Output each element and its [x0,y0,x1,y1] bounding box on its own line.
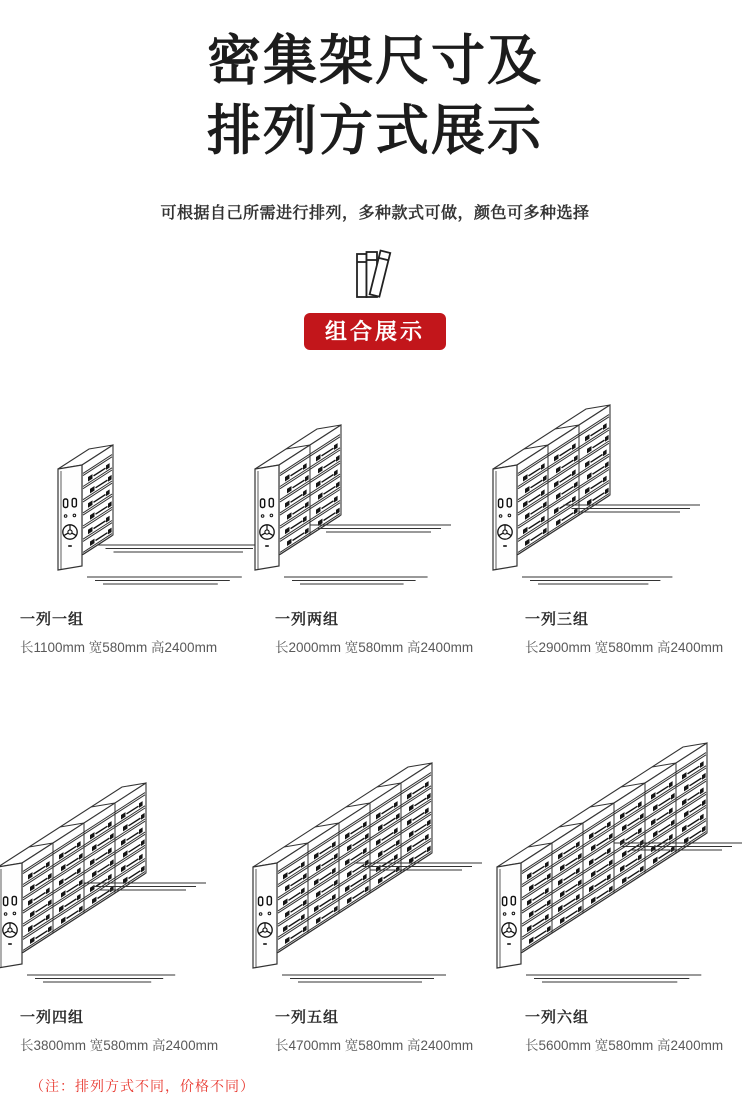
unit-name: 一列一组 [20,611,85,629]
unit-dimensions: 长1100mm 宽580mm 高2400mm [20,640,218,656]
unit-dimensions: 长5600mm 宽580mm 高2400mm [525,1038,724,1054]
shelf-illustration-2 [255,382,505,594]
page-subtitle: 可根据自己所需进行排列，多种款式可做，颜色可多种选择 [160,205,590,223]
unit-name: 一列六组 [525,1009,590,1027]
books-icon [0,245,750,301]
note: （注：排列方式不同，价格不同） [30,1078,255,1095]
page-title-line2: 排列方式展示 [207,101,543,162]
page-title-line1: 密集架尺寸及 [207,31,543,91]
unit-cell-6 [505,736,750,1060]
unit-dimensions: 长3800mm 宽580mm 高2400mm [20,1038,219,1054]
unit-cell-5 [255,736,505,1060]
unit-name: 一列四组 [20,1009,85,1027]
shelf-illustration-5 [255,736,505,992]
page-header [0,0,750,350]
shelf-illustration-3 [505,382,750,594]
shelf-illustration-6 [505,736,750,992]
units-row-1 [0,382,750,662]
shelf-illustration-1 [0,382,255,594]
unit-cell-1 [0,382,255,662]
unit-name: 一列三组 [525,611,590,629]
unit-dimensions: 长2000mm 宽580mm 高2400mm [275,640,474,656]
unit-cell-2 [255,382,505,662]
unit-name: 一列五组 [275,1009,340,1027]
unit-dimensions: 长2900mm 宽580mm 高2400mm [525,640,724,656]
page-title [0,26,750,166]
shelf-illustration-4 [0,736,255,992]
units-row-2 [0,694,750,1060]
unit-name: 一列两组 [275,611,340,629]
section-badge: 组合展示 [304,313,446,350]
unit-cell-3 [505,382,750,662]
unit-cell-4 [0,736,255,1060]
unit-dimensions: 长4700mm 宽580mm 高2400mm [275,1038,474,1054]
